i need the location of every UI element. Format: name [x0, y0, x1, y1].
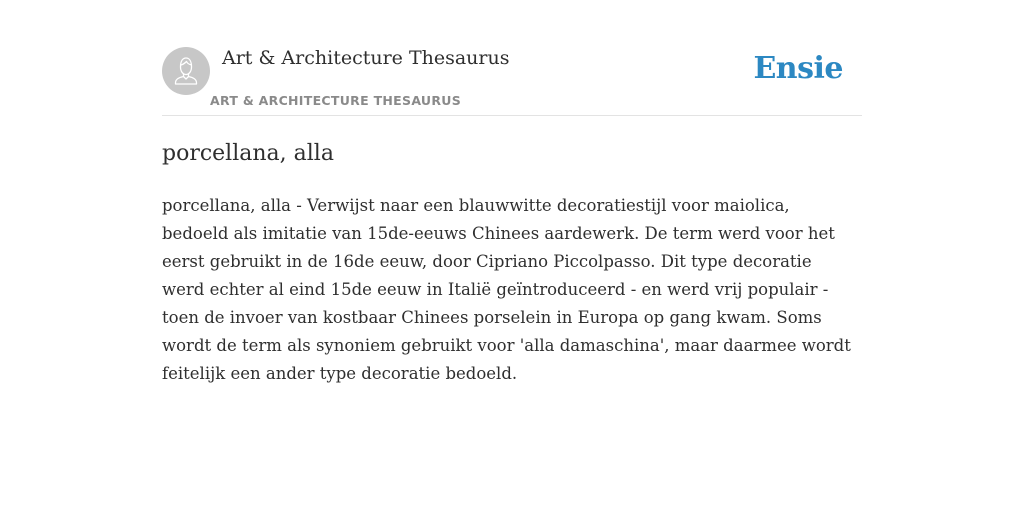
- avatar[interactable]: [162, 47, 210, 95]
- entry-card: [162, 0, 862, 383]
- source-name[interactable]: Art & Architecture Thesaurus: [222, 47, 510, 69]
- definition-line: eerst gebruikt in de 16de eeuw, door Cipriano Piccolpasso. Dit type decoratie: [162, 252, 812, 271]
- definition-line: werd echter al eind 15de eeuw in Italië geïntroduceerd - en werd vrij populair -: [162, 280, 829, 299]
- source-caption[interactable]: ART & ARCHITECTURE THESAURUS: [210, 93, 462, 108]
- definition-line: bedoeld als imitatie van 15de-eeuws Chinees aardewerk. De term werd voor het: [162, 224, 835, 243]
- definition-line: toen de invoer van kostbaar Chinees porselein in Europa op gang kwam. Soms: [162, 308, 822, 327]
- entry-header: [162, 0, 862, 116]
- brand-logo[interactable]: Ensie: [753, 51, 843, 86]
- definition-line: wordt de term als synoniem gebruikt voor 'alla damaschina', maar daarmee wordt: [162, 336, 851, 355]
- definition-line: porcellana, alla - Verwijst naar een blauwwitte decoratiestijl voor maiolica,: [162, 196, 790, 215]
- entry-definition: [162, 192, 862, 388]
- user-silhouette-icon: [162, 47, 210, 95]
- entry-term: porcellana, alla: [162, 141, 334, 166]
- definition-line: feitelijk een ander type decoratie bedoeld.: [162, 364, 518, 383]
